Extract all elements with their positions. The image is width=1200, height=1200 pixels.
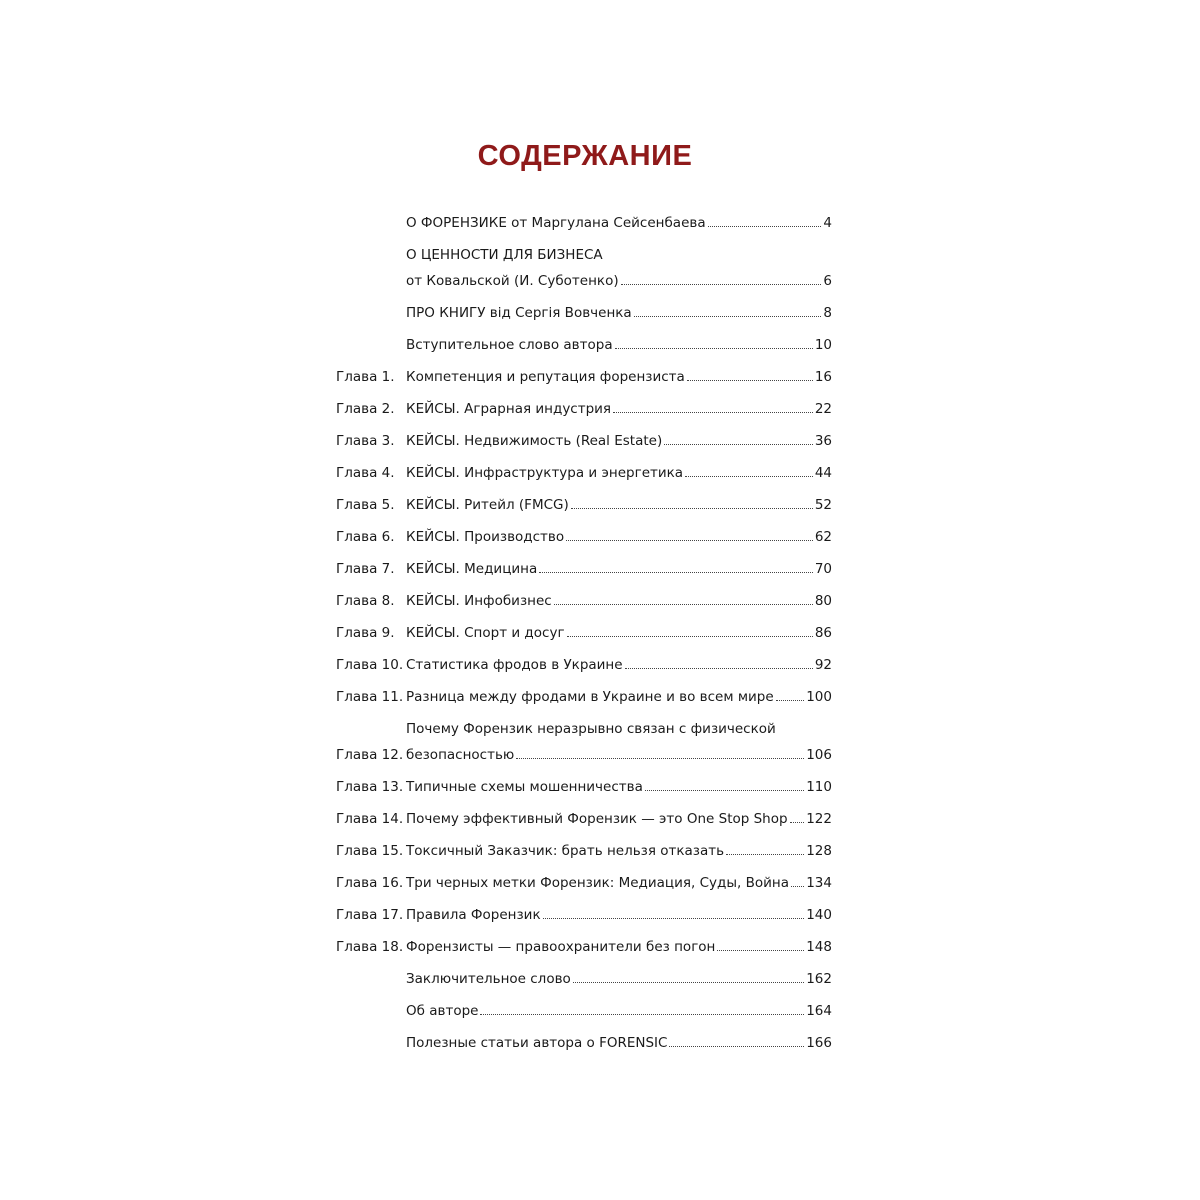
toc-entry[interactable] <box>336 774 832 800</box>
dot-leader <box>664 443 813 445</box>
page-number: 166 <box>806 1035 832 1051</box>
page-number: 122 <box>806 811 832 827</box>
toc-entry[interactable] <box>336 838 832 864</box>
dot-leader <box>791 885 804 887</box>
entry-title: Вступительное слово автора <box>406 337 613 353</box>
chapter-number: Глава 17. <box>336 907 404 923</box>
entry-title: безопасностью <box>406 747 515 763</box>
toc-entry[interactable] <box>336 524 832 550</box>
toc-entry[interactable] <box>336 966 832 992</box>
page-number: 164 <box>806 1003 832 1019</box>
toc-entry[interactable] <box>336 998 832 1024</box>
page-number: 162 <box>806 971 832 987</box>
entry-title: КЕЙСЫ. Аграрная индустрия <box>406 401 612 417</box>
dot-leader <box>613 411 813 413</box>
entry-title: Токсичный Заказчик: брать нельзя отказать <box>406 843 725 859</box>
dot-leader <box>539 571 813 573</box>
toc-entry[interactable] <box>336 396 832 422</box>
toc-entry[interactable] <box>336 556 832 582</box>
toc-entry[interactable] <box>336 652 832 678</box>
chapter-number: Глава 18. <box>336 939 404 955</box>
toc-entry[interactable] <box>336 620 832 646</box>
entry-title: КЕЙСЫ. Производство <box>406 529 565 545</box>
toc-entry[interactable] <box>336 870 832 896</box>
entry-title: КЕЙСЫ. Инфобизнес <box>406 593 552 609</box>
chapter-number: Глава 9. <box>336 625 395 641</box>
entry-title: Об авторе <box>406 1003 479 1019</box>
dot-leader <box>634 315 822 317</box>
dot-leader <box>708 225 822 227</box>
dot-leader <box>571 507 813 509</box>
entry-title: КЕЙСЫ. Ритейл (FMCG) <box>406 497 569 513</box>
page-number: 106 <box>806 747 832 763</box>
toc-entry[interactable] <box>336 716 832 768</box>
chapter-number: Глава 6. <box>336 529 395 545</box>
dot-leader <box>645 789 804 791</box>
dot-leader <box>567 635 813 637</box>
page-number: 36 <box>814 433 832 449</box>
toc-entry[interactable] <box>336 1030 832 1056</box>
dot-leader <box>480 1013 804 1015</box>
toc-entry[interactable] <box>336 806 832 832</box>
page-number: 6 <box>823 273 832 289</box>
page-number: 86 <box>814 625 832 641</box>
page-number: 44 <box>814 465 832 481</box>
entry-title: от Ковальской (И. Суботенко) <box>406 273 619 289</box>
page-number: 22 <box>814 401 832 417</box>
toc-entry[interactable] <box>336 332 832 358</box>
chapter-number: Глава 12. <box>336 747 404 763</box>
page-number: 110 <box>806 779 832 795</box>
table-of-contents <box>336 210 832 1062</box>
page-number: 92 <box>814 657 832 673</box>
dot-leader <box>516 757 804 759</box>
toc-entry[interactable] <box>336 934 832 960</box>
dot-leader <box>554 603 813 605</box>
toc-entry[interactable] <box>336 428 832 454</box>
entry-title: ПРО КНИГУ від Сергія Вовченка <box>406 305 632 321</box>
chapter-number: Глава 8. <box>336 593 395 609</box>
page-number: 70 <box>814 561 832 577</box>
dot-leader <box>625 667 813 669</box>
page-number: 8 <box>823 305 832 321</box>
toc-entry[interactable] <box>336 902 832 928</box>
chapter-number: Глава 3. <box>336 433 395 449</box>
entry-title: КЕЙСЫ. Спорт и досуг <box>406 625 565 641</box>
entry-title: Разница между фродами в Украине и во всем мире <box>406 689 774 705</box>
entry-title-line: О ЦЕННОСТИ ДЛЯ БИЗНЕСА <box>406 247 603 263</box>
chapter-number: Глава 11. <box>336 689 404 705</box>
toc-entry[interactable] <box>336 460 832 486</box>
toc-entry[interactable] <box>336 684 832 710</box>
page-number: 134 <box>806 875 832 891</box>
entry-title: О ФОРЕНЗИКЕ от Маргулана Сейсенбаева <box>406 215 706 231</box>
dot-leader <box>685 475 813 477</box>
page-number: 80 <box>814 593 832 609</box>
dot-leader <box>566 539 813 541</box>
dot-leader <box>573 981 804 983</box>
dot-leader <box>669 1045 804 1047</box>
dot-leader <box>621 283 822 285</box>
dot-leader <box>776 699 805 701</box>
chapter-number: Глава 1. <box>336 369 395 385</box>
chapter-number: Глава 2. <box>336 401 395 417</box>
entry-title: КЕЙСЫ. Медицина <box>406 561 538 577</box>
chapter-number: Глава 14. <box>336 811 404 827</box>
chapter-number: Глава 5. <box>336 497 395 513</box>
dot-leader <box>543 917 805 919</box>
dot-leader <box>615 347 813 349</box>
entry-title: КЕЙСЫ. Инфраструктура и энергетика <box>406 465 684 481</box>
page-number: 100 <box>806 689 832 705</box>
chapter-number: Глава 10. <box>336 657 404 673</box>
entry-title: Заключительное слово <box>406 971 571 987</box>
toc-entry[interactable] <box>336 300 832 326</box>
page-title: СОДЕРЖАНИЕ <box>477 140 693 172</box>
entry-title: КЕЙСЫ. Недвижимость (Real Estate) <box>406 433 663 449</box>
dot-leader <box>687 379 813 381</box>
page-number: 62 <box>814 529 832 545</box>
chapter-number: Глава 16. <box>336 875 404 891</box>
page-number: 52 <box>814 497 832 513</box>
chapter-number: Глава 4. <box>336 465 395 481</box>
page-number: 4 <box>823 215 832 231</box>
dot-leader <box>717 949 804 951</box>
chapter-number: Глава 15. <box>336 843 404 859</box>
page-number: 10 <box>814 337 832 353</box>
entry-title-line: Почему Форензик неразрывно связан с физической <box>406 721 776 737</box>
entry-title: Три черных метки Форензик: Медиация, Суды, Война <box>406 875 789 891</box>
toc-entry[interactable] <box>336 210 832 236</box>
entry-title: Полезные статьи автора о FORENSIC <box>406 1035 668 1051</box>
toc-entry[interactable] <box>336 364 832 390</box>
entry-title: Форензисты — правоохранители без погон <box>406 939 716 955</box>
entry-title: Типичные схемы мошенничества <box>406 779 643 795</box>
page-number: 148 <box>806 939 832 955</box>
page-number: 140 <box>806 907 832 923</box>
toc-entry[interactable] <box>336 492 832 518</box>
toc-entry[interactable] <box>336 588 832 614</box>
dot-leader <box>726 853 804 855</box>
entry-title: Статистика фродов в Украине <box>406 657 623 673</box>
entry-title: Почему эффективный Форензик — это One Stop Shop <box>406 811 788 827</box>
chapter-number: Глава 13. <box>336 779 404 795</box>
page-number: 16 <box>814 369 832 385</box>
entry-title: Правила Форензик <box>406 907 541 923</box>
dot-leader <box>790 821 805 823</box>
page-number: 128 <box>806 843 832 859</box>
entry-title: Компетенция и репутация форензиста <box>406 369 685 385</box>
toc-entry[interactable] <box>336 242 832 294</box>
chapter-number: Глава 7. <box>336 561 395 577</box>
